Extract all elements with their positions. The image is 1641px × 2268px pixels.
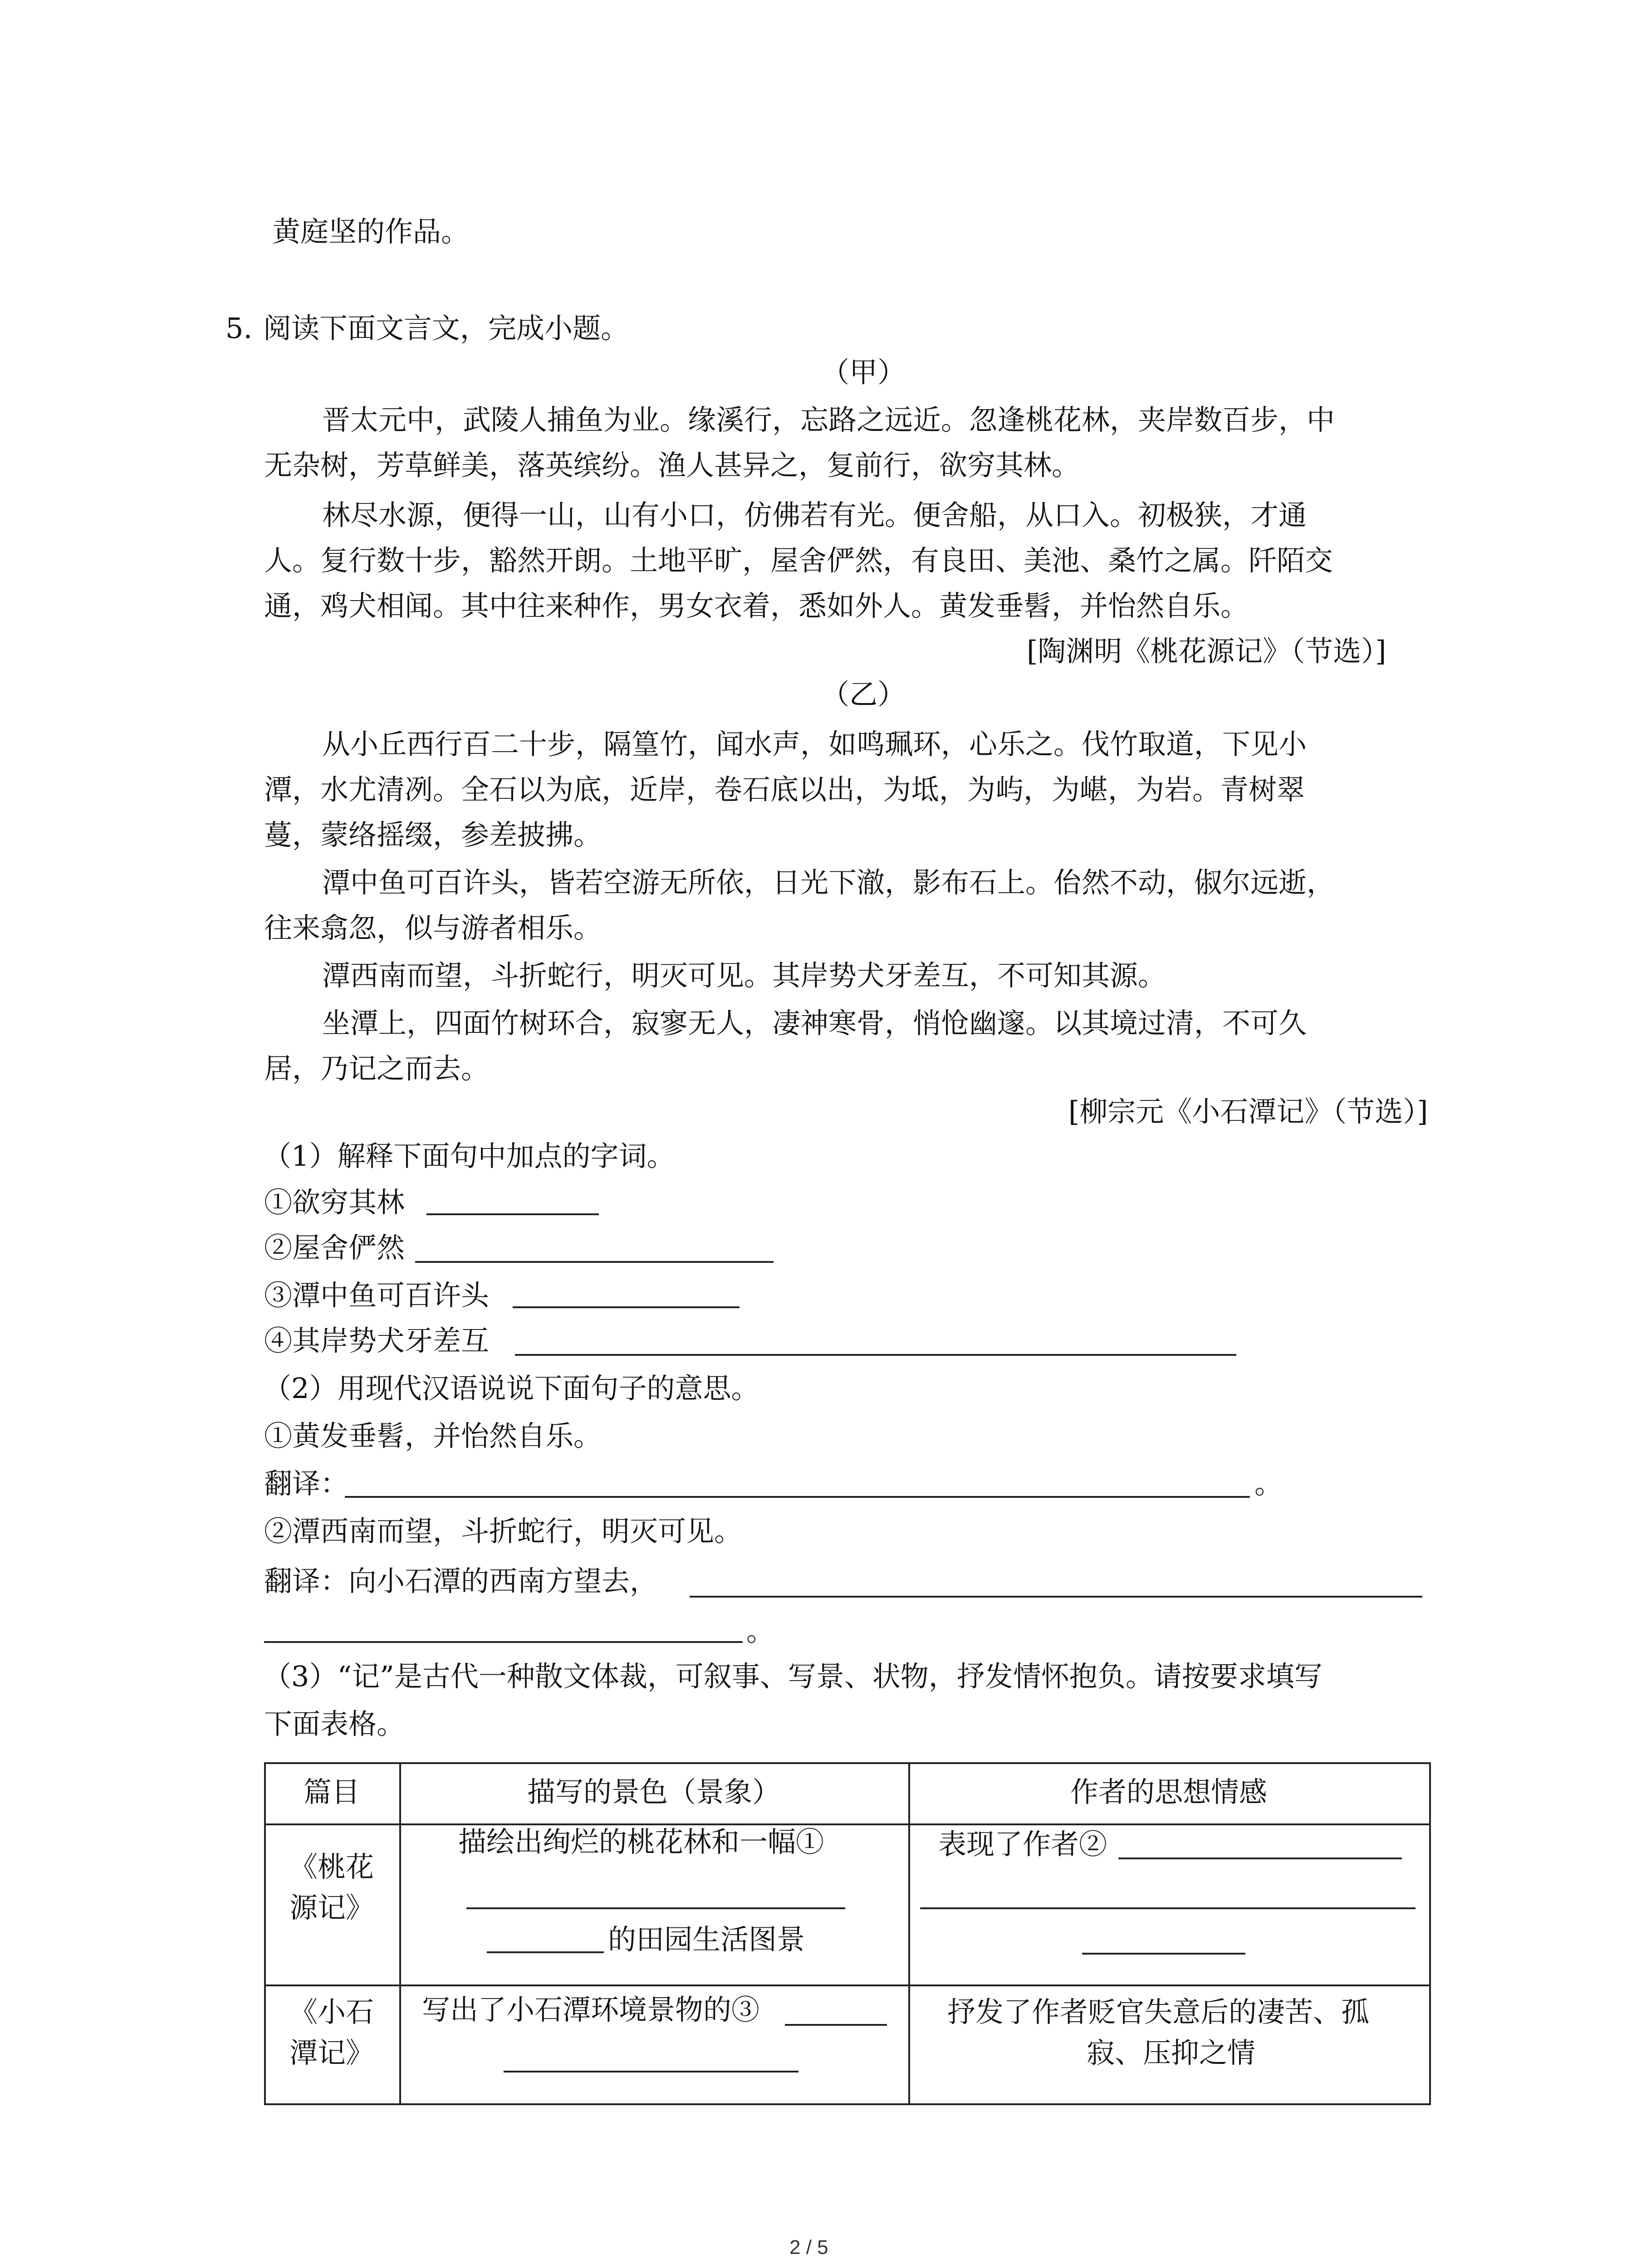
row1-feeling-line-1: 表现了作者②: [938, 1828, 1107, 1861]
q2-translation-label-1: 翻译：: [264, 1467, 349, 1500]
row2-feeling-line-2: 寂、压抑之情: [1087, 2036, 1256, 2069]
row1-scene-line-3: 的田园生活图景: [608, 1923, 805, 1956]
q2-answer-line-2a[interactable]: [690, 1596, 1422, 1598]
q1-prompt: （1）解释下面句中加点的字词。: [263, 1139, 675, 1173]
passage-b-line: 潭中鱼可百许头，皆若空游无所依，日光下澈，影布石上。佁然不动，俶尔远逝，: [322, 866, 1335, 899]
page-number: 2 / 5: [789, 2236, 828, 2258]
row2-title-line-2: 潭记》: [289, 2036, 374, 2069]
passage-a-label: （甲）: [821, 356, 906, 389]
passage-b-line: 往来翕忽，似与游者相乐。: [264, 911, 602, 944]
row1-answer-1b[interactable]: [487, 1951, 604, 1953]
row1-title-line-1: 《桃花: [289, 1850, 374, 1883]
row2-feeling-line-1: 抒发了作者贬官失意后的凄苦、孤: [947, 1995, 1370, 2028]
q1-item: ②屋舍俨然: [264, 1231, 405, 1264]
passage-a-source: [陶渊明《桃花源记》（节选）]: [1027, 635, 1386, 668]
q1-item: ③潭中鱼可百许头: [264, 1279, 490, 1312]
passage-a-line: 晋太元中，武陵人捕鱼为业。缘溪行，忘路之远近。忽逢桃花林，夹岸数百步，中: [322, 403, 1335, 436]
q1-item: ④其岸势犬牙差互: [264, 1324, 490, 1357]
q3-prompt-line-1: （3）“记”是古代一种散文体裁，可叙事、写景、状物，抒发情怀抱负。请按要求填写: [263, 1660, 1323, 1693]
q1-answer-line-4[interactable]: [515, 1354, 1236, 1356]
row2-answer-3a[interactable]: [785, 2024, 887, 2026]
q2-sentence-1: ①黄发垂髫，并怡然自乐。: [264, 1419, 602, 1452]
passage-a-line: 无杂树，芳草鲜美，落英缤纷。渔人甚异之，复前行，欲穷其林。: [264, 449, 1080, 482]
table-header-feeling: 作者的思想情感: [1070, 1775, 1267, 1809]
q2-prompt: （2）用现代汉语说说下面句子的意思。: [263, 1372, 759, 1405]
row1-answer-2b[interactable]: [920, 1907, 1416, 1909]
question-instruction: 阅读下面文言文，完成小题。: [263, 312, 629, 345]
q2-answer-line-2b[interactable]: [264, 1641, 743, 1643]
q2-period-2: 。: [746, 1614, 775, 1647]
row1-answer-1a[interactable]: [466, 1907, 845, 1909]
table-header-scene: 描写的景色（景象）: [527, 1775, 780, 1809]
question-number: 5.: [225, 312, 253, 345]
q1-answer-line-3[interactable]: [513, 1306, 740, 1308]
q2-period-1: 。: [1254, 1467, 1283, 1500]
passage-b-line: 潭西南而望，斗折蛇行，明灭可见。其岸势犬牙差互，不可知其源。: [322, 959, 1166, 992]
q1-item: ①欲穷其林: [264, 1186, 405, 1219]
passage-a-line: 通，鸡犬相闻。其中往来种作，男女衣着，悉如外人。黄发垂髫，并怡然自乐。: [264, 589, 1249, 622]
passage-a-line: 林尽水源，便得一山，山有小口，仿佛若有光。便舍船，从口入。初极狭，才通: [322, 499, 1307, 532]
passage-b-line: 潭，水尤清冽。全石以为底，近岸，卷石底以出，为坻，为屿，为嵁，为岩。青树翠: [264, 773, 1305, 806]
passage-b-line: 坐潭上，四面竹树环合，寂寥无人，凄神寒骨，悄怆幽邃。以其境过清，不可久: [322, 1007, 1307, 1040]
q2-translation-label-2: 翻译：向小石潭的西南方望去，: [264, 1564, 658, 1598]
q3-prompt-line-2: 下面表格。: [264, 1707, 405, 1740]
row1-answer-2c[interactable]: [1082, 1953, 1245, 1955]
q1-answer-line-1[interactable]: [426, 1213, 599, 1215]
row2-title-line-1: 《小石: [289, 1995, 374, 2028]
q2-sentence-2: ②潭西南而望，斗折蛇行，明灭可见。: [264, 1515, 743, 1548]
continued-text: 黄庭坚的作品。: [272, 215, 470, 248]
q2-answer-line-1[interactable]: [345, 1496, 1250, 1498]
passage-b-line: 居，乃记之而去。: [264, 1052, 490, 1085]
row1-title-line-2: 源记》: [289, 1891, 374, 1924]
row2-scene-line-1: 写出了小石潭环境景物的③: [422, 1993, 760, 2026]
passage-a-line: 人。复行数十步，豁然开朗。土地平旷，屋舍俨然，有良田、美池、桑竹之属。阡陌交: [264, 544, 1333, 577]
row1-scene-line-1: 描绘出绚烂的桃花林和一幅①: [458, 1825, 824, 1858]
row2-answer-3b[interactable]: [504, 2071, 798, 2072]
passage-b-line: 从小丘西行百二十步，隔篁竹，闻水声，如鸣珮环，心乐之。伐竹取道，下见小: [322, 728, 1307, 761]
q1-answer-line-2[interactable]: [415, 1261, 774, 1263]
row1-answer-2a[interactable]: [1118, 1857, 1402, 1859]
passage-b-source: [柳宗元《小石潭记》（节选）]: [1068, 1095, 1428, 1128]
table-header-title: 篇目: [303, 1775, 360, 1809]
passage-b-label: （乙）: [821, 678, 906, 711]
passage-b-line: 蔓，蒙络摇缀，参差披拂。: [264, 818, 602, 851]
